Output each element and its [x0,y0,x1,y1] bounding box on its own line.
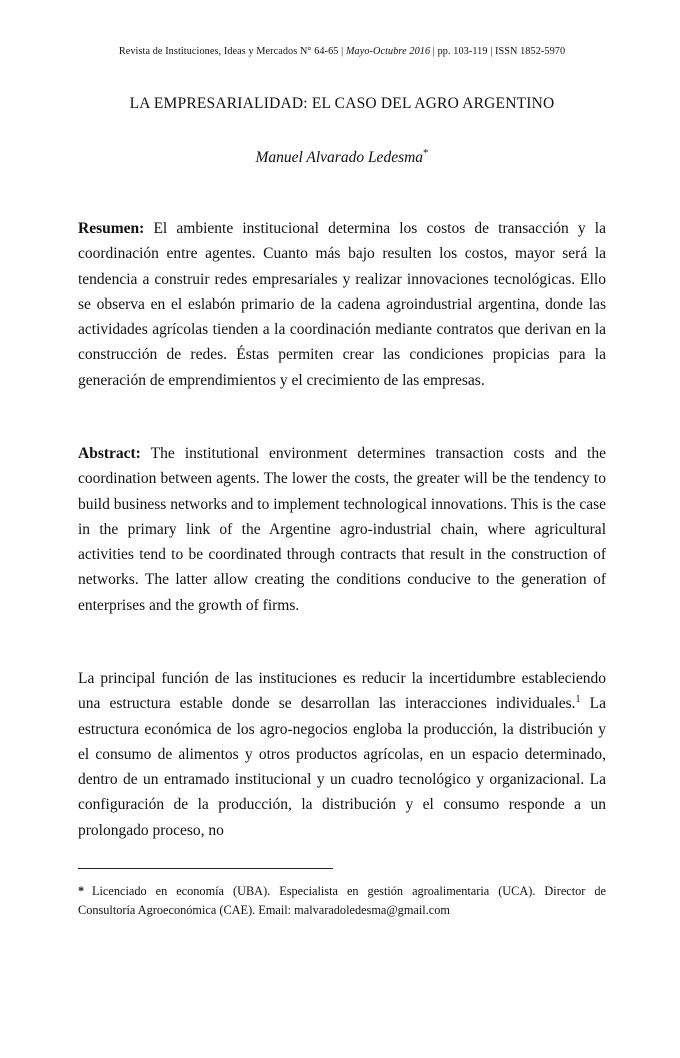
abstract-label: Abstract: [78,445,141,462]
author-footnote-mark: * [423,147,429,159]
footnote-text: Licenciado en economía (UBA). Especialista en gestión agroalimentaria (UCA). Director de Consultoría Agroeconómica (CAE). Email: malvaradoledesma@gmail.com [78,884,606,917]
body-paragraph [78,666,606,843]
running-header [78,46,606,57]
abstract-text: The institutional environment determines transaction costs and the coordination between agents. The lower the costs, the greater will be the tendency to build business networks and to implement technological innovations. This is the case in the primary link of the Argentine agro-industrial chain, where agricultural activities tend to be coordinated through contracts that result in the construction of networks. The latter allow creating the conditions conducive to the generation of enterprises and the growth of firms. [78,445,606,614]
abstract-paragraph [78,441,606,618]
footnote-divider [78,868,333,869]
author-line [78,147,606,167]
journal-name: Revista de Instituciones, Ideas y Mercados N° 64-65 | [118,46,346,57]
resumen-paragraph [78,216,606,393]
footnote-ref-1: 1 [575,694,581,706]
body-text-part1: La principal función de las instituciones es reducir la incertidumbre estableciendo una estructura estable donde se desarrollan las interacciones individuales. [78,670,606,713]
pages-issn: | pp. 103-119 | ISSN 1852-5970 [430,46,566,57]
resumen-text: El ambiente institucional determina los costos de transacción y la coordinación entre agentes. Cuanto más bajo resulten los costos, mayor será la tendencia a construir redes empresariales y realizar innovaciones tecnológicas. Ello se observa en el eslabón primario de la cadena agroindustrial argentina, donde las actividades agrícolas tienden a la coordinación mediante contratos que derivan en la construcción de redes. Éstas permiten crear las condiciones propicias para la generación de emprendimientos y el crecimiento de las empresas. [78,220,606,389]
footnote-mark: * [78,884,85,898]
footnote [78,882,606,920]
issue-dates: Mayo-Octubre 2016 [345,46,431,57]
body-text-part2: La estructura económica de los agro-negocios engloba la producción, la distribución y el consumo de alimentos y otros productos agrícolas, en un espacio determinado, dentro de un entramado institucional y un cuadro tecnológico y organizacional. La configuración de la producción, la distribución y el consumo responde a un prolongado proceso, no [78,695,606,839]
article-title: LA EMPRESARIALIDAD: EL CASO DEL AGRO ARGENTINO [129,95,555,112]
resumen-label: Resumen: [78,220,145,237]
author-name: Manuel Alvarado Ledesma [255,149,424,167]
